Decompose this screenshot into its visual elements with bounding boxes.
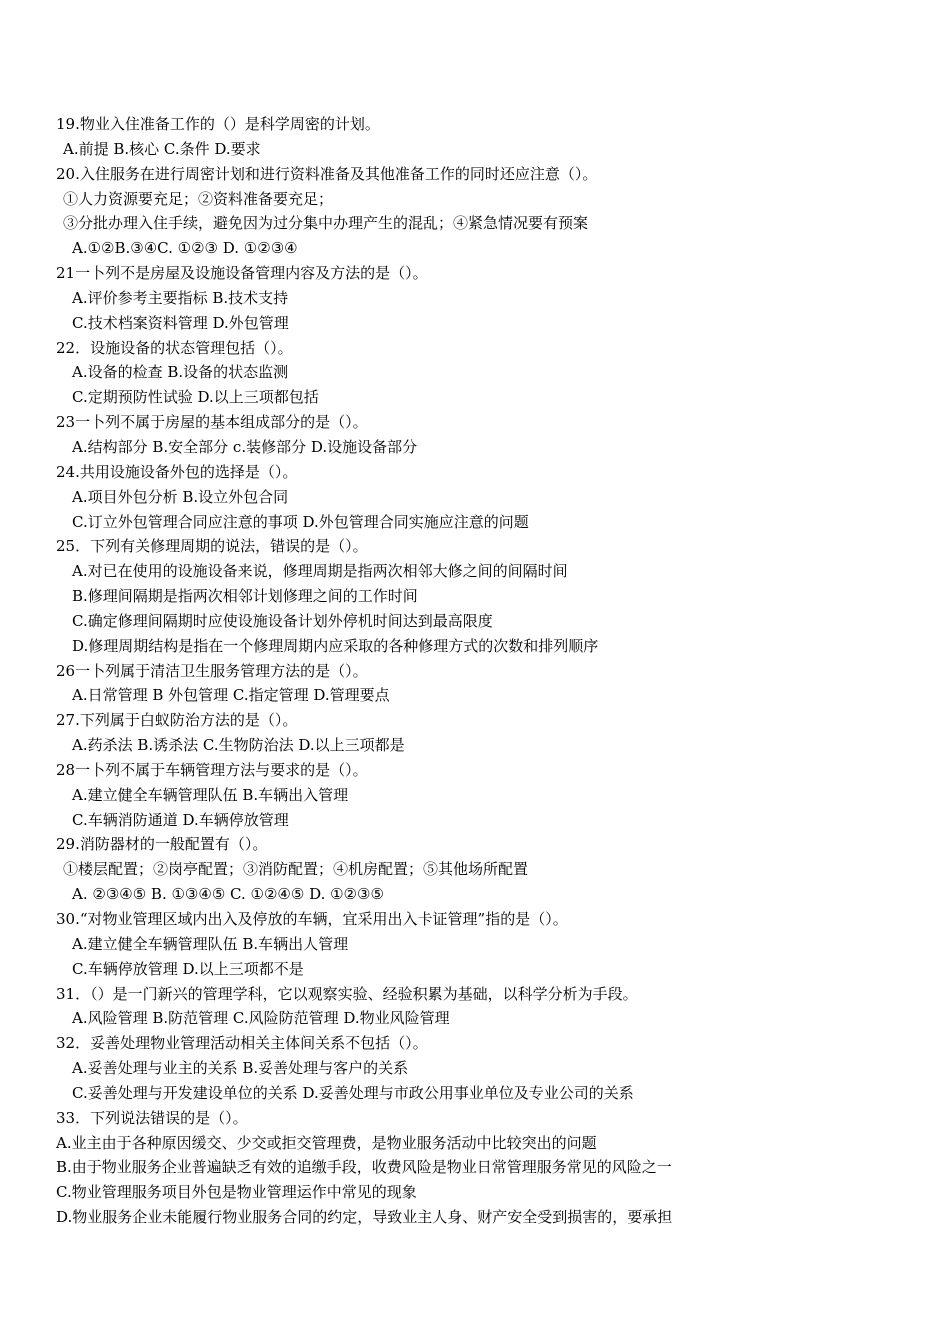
text-line: A.日常管理 B 外包管理 C.指定管理 D.管理要点: [72, 686, 390, 705]
text-line: D.物业服务企业未能履行物业服务合同的约定，导致业主人身、财产安全受到损害的，要承担: [56, 1208, 673, 1227]
question-list: [0, 112, 950, 1230]
text-line: ③分批办理入住手续，避免因为过分集中办理产生的混乱；④紧急情况要有预案: [63, 214, 589, 233]
text-line: ①楼层配置；②岗亭配置；③消防配置；④机房配置；⑤其他场所配置: [63, 860, 529, 879]
text-line: D.修理周期结构是指在一个修理周期内应采取的各种修理方式的次数和排列顺序: [72, 636, 599, 655]
text-line: 20.入住服务在进行周密计划和进行资料准备及其他准备工作的同时还应注意（）。: [56, 164, 598, 183]
text-line: 19.物业入住准备工作的（）是科学周密的计划。: [56, 115, 380, 133]
text-line: 22．设施设备的状态管理包括（）。: [56, 338, 293, 357]
text-line: 24.共用设施设备外包的选择是（）。: [56, 462, 298, 481]
text-line: A.项目外包分析 B.设立外包合同: [72, 487, 289, 506]
text-line: B.由于物业服务企业普遍缺乏有效的追缴手段，收费风险是物业日常管理服务常见的风险之一: [56, 1158, 672, 1177]
text-line: 23一卜列不属于房屋的基本组成部分的是（）。: [56, 413, 368, 432]
text-line: 25．下列有关修理周期的说法，错误的是（）。: [56, 537, 368, 556]
text-line: A.①②B.③④C. ①②③ D. ①②③④: [72, 239, 298, 258]
text-line: A.建立健全车辆管理队伍 B.车辆出入管理: [72, 785, 349, 804]
text-line: A.风险管理 B.防范管理 C.风险防范管理 D.物业风险管理: [72, 1009, 450, 1028]
text-line: C.妥善处理与开发建设单位的关系 D.妥善处理与市政公用事业单位及专业公司的关系: [72, 1083, 634, 1102]
text-line: 32．妥善处理物业管理活动相关主体间关系不包括（）。: [56, 1034, 428, 1053]
text-line: C.车辆消防通道 D.车辆停放管理: [72, 810, 289, 829]
text-line: 21一卜列不是房屋及设施设备管理内容及方法的是（）。: [56, 264, 428, 283]
text-line: B.修理间隔期是指两次相邻计划修理之间的工作时间: [72, 587, 418, 606]
text-line: A.对已在使用的设施设备来说，修理周期是指两次相邻大修之间的间隔时间: [72, 562, 568, 581]
text-line: 28一卜列不属于车辆管理方法与要求的是（）。: [56, 760, 368, 779]
text-line: A.设备的检查 B.设备的状态监测: [72, 363, 289, 382]
text-line: C.车辆停放管理 D.以上三项都不是: [72, 959, 304, 978]
text-line: C.定期预防性试验 D.以上三项都包括: [72, 388, 319, 407]
text-line: 26一卜列属于清洁卫生服务管理方法的是（）。: [56, 661, 368, 680]
text-line: A.妥善处理与业主的关系 B.妥善处理与客户的关系: [72, 1059, 409, 1078]
text-line: 30.“对物业管理区域内出入及停放的车辆，宜采用出入卡证管理”指的是（）。: [56, 910, 568, 928]
text-line: A.建立健全车辆管理队伍 B.车辆出人管理: [72, 934, 349, 953]
text-line: 27.下列属于白蚁防治方法的是（）。: [56, 711, 298, 730]
text-line: C.订立外包管理合同应注意的事项 D.外包管理合同实施应注意的问题: [72, 512, 529, 531]
text-line: C.物业管理服务项目外包是物业管理运作中常见的现象: [56, 1183, 417, 1202]
text-line: A.前提 B.核心 C.条件 D.要求: [63, 139, 261, 158]
text-line: A.评价参考主要指标 B.技术支持: [72, 288, 289, 307]
text-line: 33．下列说法错误的是（）。: [56, 1108, 248, 1127]
text-line: A.结构部分 B.安全部分 c.装修部分 D.设施设备部分: [72, 437, 418, 456]
text-line: ①人力资源要充足；②资料准备要充足；: [63, 189, 334, 208]
text-line: A.业主由于各种原因缓交、少交或拒交管理费，是物业服务活动中比较突出的问题: [56, 1133, 597, 1152]
text-line: A. ②③④⑤ B. ①③④⑤ C. ①②④⑤ D. ①②③⑤: [72, 885, 384, 904]
text-line: 31．（）是一门新兴的管理学科，它以观察实验、经验积累为基础，以科学分析为手段。: [56, 984, 638, 1003]
text-line: C.确定修理间隔期时应使设施设备计划外停机时间达到最高限度: [72, 611, 493, 630]
text-line: C.技术档案资料管理 D.外包管理: [72, 313, 289, 332]
text-line: 29.消防器材的一般配置有（）。: [56, 835, 268, 854]
text-line: A.药杀法 B.诱杀法 C.生物防治法 D.以上三项都是: [72, 736, 405, 755]
